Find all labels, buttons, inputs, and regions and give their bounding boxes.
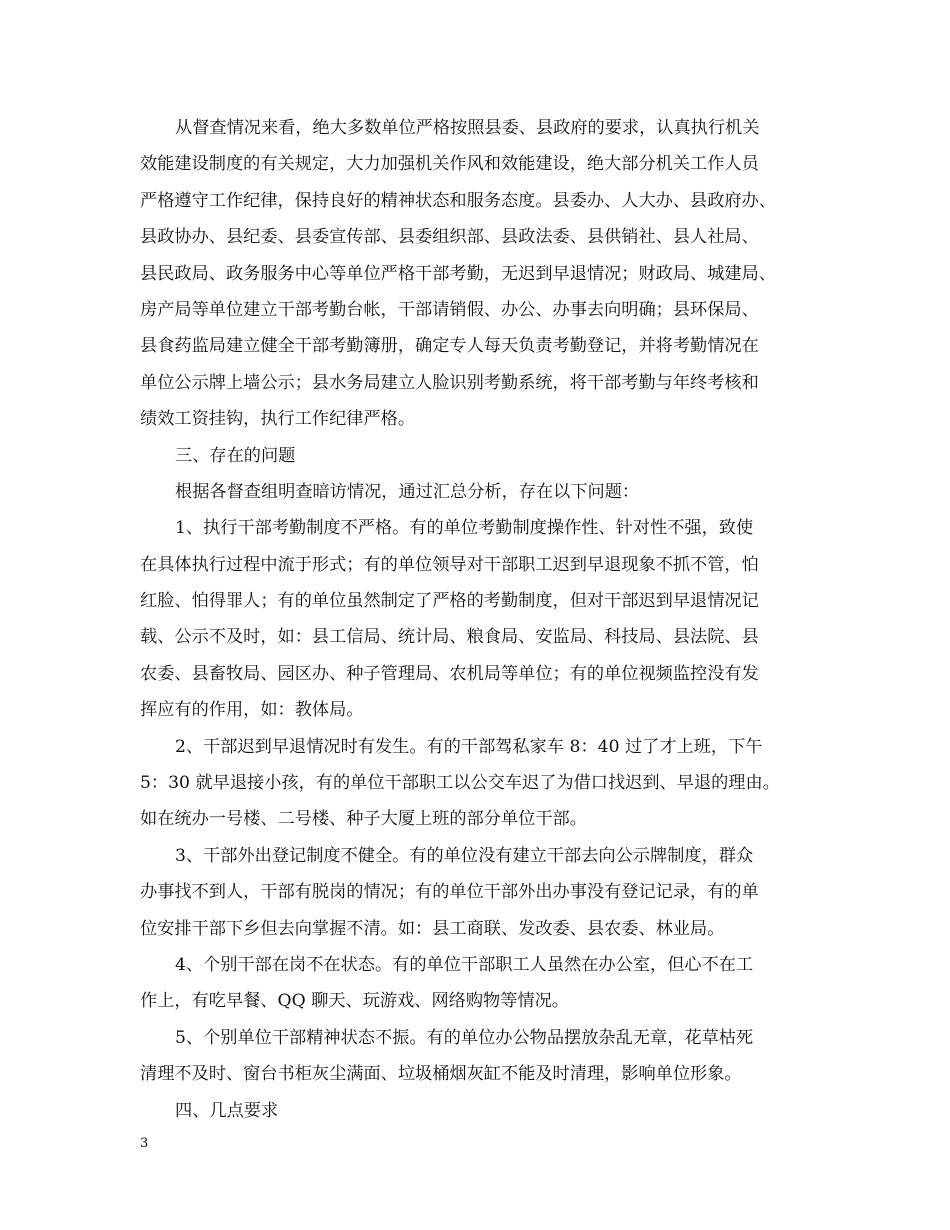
section-heading: 三、存在的问题	[175, 445, 296, 466]
list-item-line: 如在统办一号楼、二号楼、种子大厦上班的部分单位干部。	[140, 809, 587, 830]
paragraph-line: 县食药监局建立健全干部考勤簿册，确定专人每天负责考勤登记，并将考勤情况在	[140, 336, 759, 357]
section-heading: 四、几点要求	[175, 1100, 279, 1121]
paragraph-line: 县政协办、县纪委、县委宣传部、县委组织部、县政法委、县供销社、县人社局、	[140, 227, 759, 248]
paragraph-line: 根据各督查组明查暗访情况，通过汇总分析，存在以下问题：	[175, 481, 640, 502]
list-item-line: 2、干部迟到早退情况时有发生。有的干部驾私家车 8：40 过了才上班，下午	[175, 736, 763, 757]
paragraph-line: 单位公示牌上墙公示；县水务局建立人脸识别考勤系统，将干部考勤与年终考核和	[140, 372, 759, 393]
list-item-line: 红脸、怕得罪人；有的单位虽然制定了严格的考勤制度，但对干部迟到早退情况记	[140, 591, 759, 612]
list-item-line: 位安排干部下乡但去向掌握不清。如：县工商联、发改委、县农委、林业局。	[140, 918, 725, 939]
list-item-line: 3、干部外出登记制度不健全。有的单位没有建立干部去向公示牌制度，群众	[175, 845, 754, 866]
paragraph-line: 房产局等单位建立干部考勤台帐，干部请销假、办公、办事去向明确；县环保局、	[140, 299, 759, 320]
list-item-line: 4、个别干部在岗不在状态。有的单位干部职工人虽然在办公室，但心不在工	[175, 954, 754, 975]
list-item-line: 在具体执行过程中流于形式；有的单位领导对干部职工迟到早退现象不抓不管，怕	[140, 554, 759, 575]
paragraph-line: 县民政局、政务服务中心等单位严格干部考勤，无迟到早退情况；财政局、城建局、	[140, 263, 776, 284]
list-item-line: 1、执行干部考勤制度不严格。有的单位考勤制度操作性、针对性不强，致使	[175, 518, 754, 539]
list-item-line: 办事找不到人，干部有脱岗的情况；有的单位干部外出办事没有登记记录，有的单	[140, 882, 759, 903]
list-item-line: 载、公示不及时，如：县工信局、统计局、粮食局、安监局、科技局、县法院、县	[140, 627, 759, 648]
paragraph-line: 绩效工资挂钩，执行工作纪律严格。	[140, 409, 416, 430]
paragraph-line: 效能建设制度的有关规定，大力加强机关作风和效能建设，绝大部分机关工作人员	[140, 154, 759, 175]
document-body	[140, 110, 830, 1129]
paragraph-line: 从督查情况来看，绝大多数单位严格按照县委、县政府的要求，认真执行机关	[175, 118, 760, 138]
list-item-line: 作上，有吃早餐、QQ 聊天、玩游戏、网络购物等情况。	[140, 991, 569, 1012]
list-item-line: 农委、县畜牧局、园区办、种子管理局、农机局等单位；有的单位视频监控没有发	[140, 663, 759, 684]
paragraph-line: 严格遵守工作纪律，保持良好的精神状态和服务态度。县委办、人大办、县政府办、	[140, 190, 776, 211]
page-number: 3	[140, 1136, 149, 1151]
list-item-line: 5：30 就早退接小孩，有的单位干部职工以公交车迟了为借口找迟到、早退的理由。	[140, 773, 780, 794]
list-item-line: 挥应有的作用，如：教体局。	[140, 700, 364, 721]
list-item-line: 清理不及时、窗台书柜灰尘满面、垃圾桶烟灰缸不能及时清理，影响单位形象。	[140, 1064, 742, 1085]
list-item-line: 5、个别单位干部精神状态不振。有的单位办公物品摆放杂乱无章，花草枯死	[175, 1027, 754, 1048]
